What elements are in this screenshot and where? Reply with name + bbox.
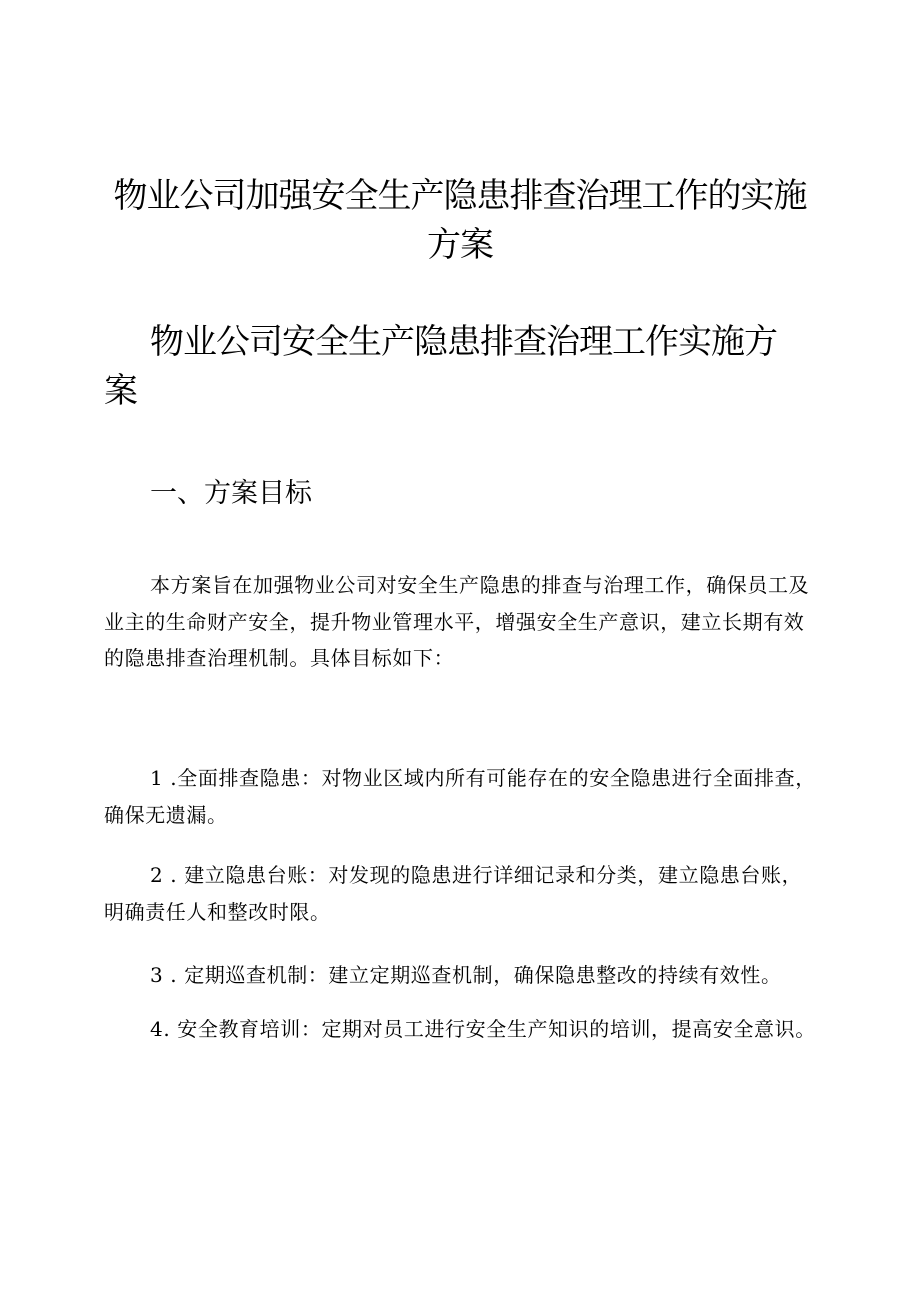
intro-paragraph: 本方案旨在加强物业公司对安全生产隐患的排查与治理工作，确保员工及业主的生命财产安全，提升物业管理水平，增强安全生产意识，建立长期有效的隐患排查治理机制。具体目标如下： — [104, 573, 810, 670]
document-subtitle: 物业公司安全生产隐患排查治理工作实施方案 — [104, 322, 777, 411]
goal-item-1: 1 .全面排查隐患：对物业区域内所有可能存在的安全隐患进行全面排查，确保无遗漏。 — [104, 766, 816, 827]
section-heading: 一、方案目标 — [150, 478, 312, 509]
goal-item-4: 4. 安全教育培训：定期对员工进行安全生产知识的培训，提高安全意识。 — [150, 1017, 816, 1041]
document-title: 物业公司加强安全生产隐患排查治理工作的实施方案 — [113, 176, 807, 265]
goal-item-2: 2 . 建立隐患台账：对发现的隐患进行详细记录和分类，建立隐患台账，明确责任人和整改时限。 — [104, 863, 803, 924]
goal-item-3: 3 . 定期巡查机制：建立定期巡查机制，确保隐患整改的持续有效性。 — [150, 963, 782, 987]
